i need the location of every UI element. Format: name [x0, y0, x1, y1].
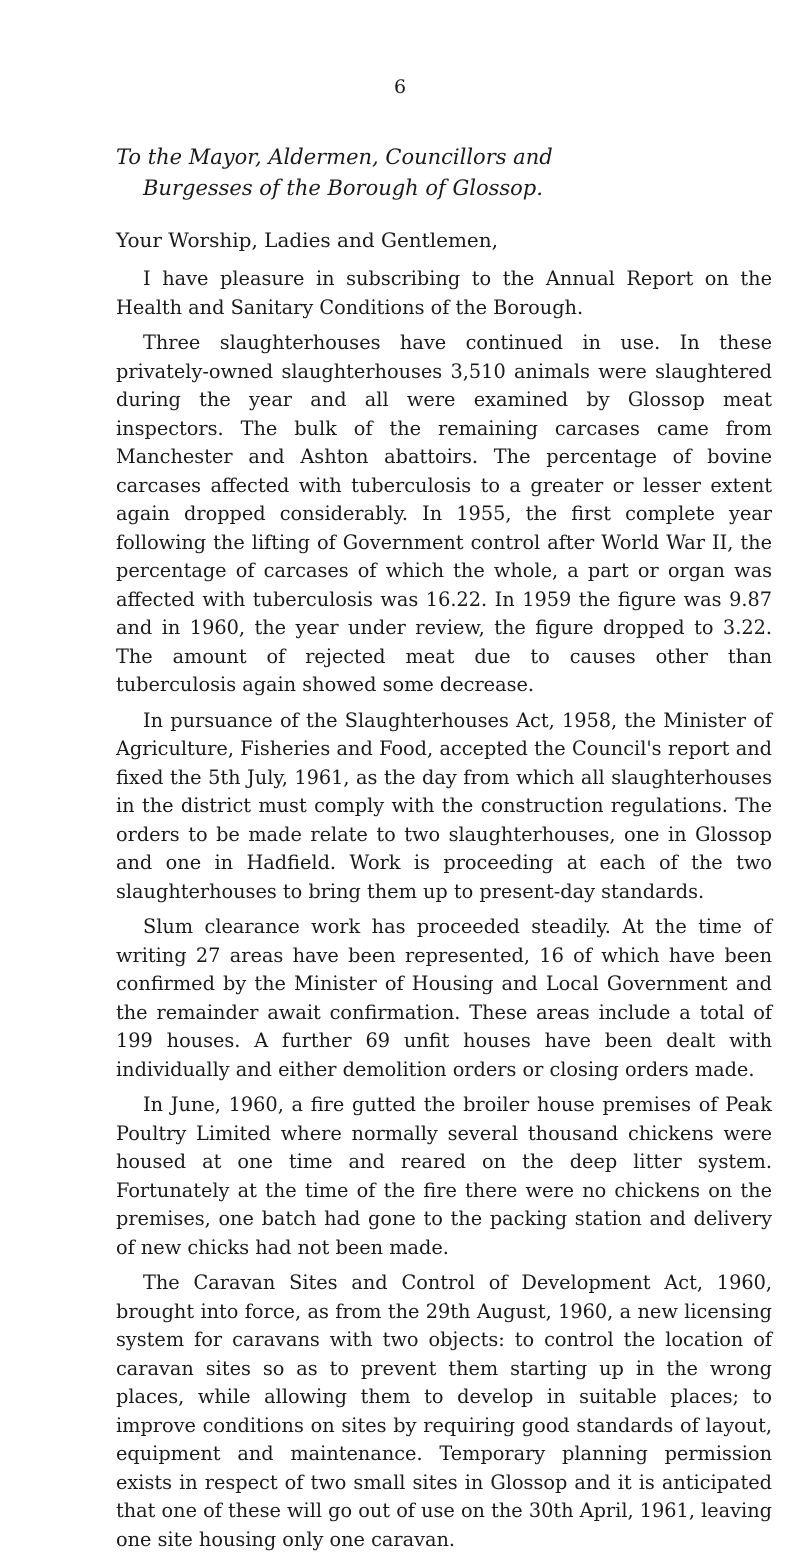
letter-body	[116, 265, 772, 1561]
paragraph-introduction: I have pleasure in subscribing to the Annual Report on the Health and Sanitary Conditions of the Borough.	[116, 267, 772, 319]
address-line-2: Burgesses of the Borough of Glossop.	[143, 176, 543, 200]
paragraph-slaughterhouses: Three slaughterhouses have continued in use. In these privately-owned slaughterhouses 3,510 animals were slaughtered during the year and all were examined by Glossop meat inspectors. The bulk of the remaining carcases came from Manchester and Ashton abattoirs. The percentage of bovine carcases affected with tuberculosis to a greater or lesser extent again dropped considerably. In 1955, the first complete year following the lifting of Government control after World War II, the percentage of carcases of which the whole, a part or organ was affected with tuberculosis was 16.22. In 1959 the figure was 9.87 and in 1960, the year under review, the figure dropped to 3.22. The amount of rejected meat due to causes other than tuberculosis again showed some decrease.	[116, 331, 772, 696]
address-block	[116, 142, 756, 204]
address-line-1: To the Mayor, Aldermen, Councillors and	[116, 145, 553, 169]
paragraph-slaughterhouses-act: In pursuance of the Slaughterhouses Act, 1958, the Minister of Agriculture, Fisheries and Food, accepted the Council's report and fixed the 5th July, 1961, as the day from which all slaughterhouses in the district must comply with the construction regulations. The orders to be made relate to two slaughterhouses, one in Glossop and one in Hadfield. Work is proceeding at each of the two slaughterhouses to bring them up to present-day standards.	[116, 708, 772, 903]
paragraph-caravan-sites: The Caravan Sites and Control of Development Act, 1960, brought into force, as from the 29th August, 1960, a new licensing system for caravans with two objects: to control the location of caravan sites so as to prevent them starting up in the wrong places, while allowing them to develop in suitable places; to improve conditions on sites by requiring good standards of layout, equipment and maintenance. Temporary planning permission exists in respect of two small sites in Glossop and it is anticipated that one of these will go out of use on the 30th April, 1961, leaving one site housing only one caravan.	[116, 1271, 772, 1551]
page-number: 6	[393, 76, 407, 98]
paragraph-poultry-fire: In June, 1960, a fire gutted the broiler house premises of Peak Poultry Limited where normally several thousand chickens were housed at one time and reared on the deep litter system. Fortunately at the time of the fire there were no chickens on the premises, one batch had gone to the packing station and delivery of new chicks had not been made.	[116, 1093, 772, 1259]
paragraph-slum-clearance: Slum clearance work has proceeded steadily. At the time of writing 27 areas have been represented, 16 of which have been confirmed by the Minister of Housing and Local Government and the remainder await confirmation. These areas include a total of 199 houses. A further 69 unfit houses have been dealt with individually and either demolition orders or closing orders made.	[116, 915, 772, 1081]
salutation: Your Worship, Ladies and Gentlemen,	[116, 228, 498, 252]
